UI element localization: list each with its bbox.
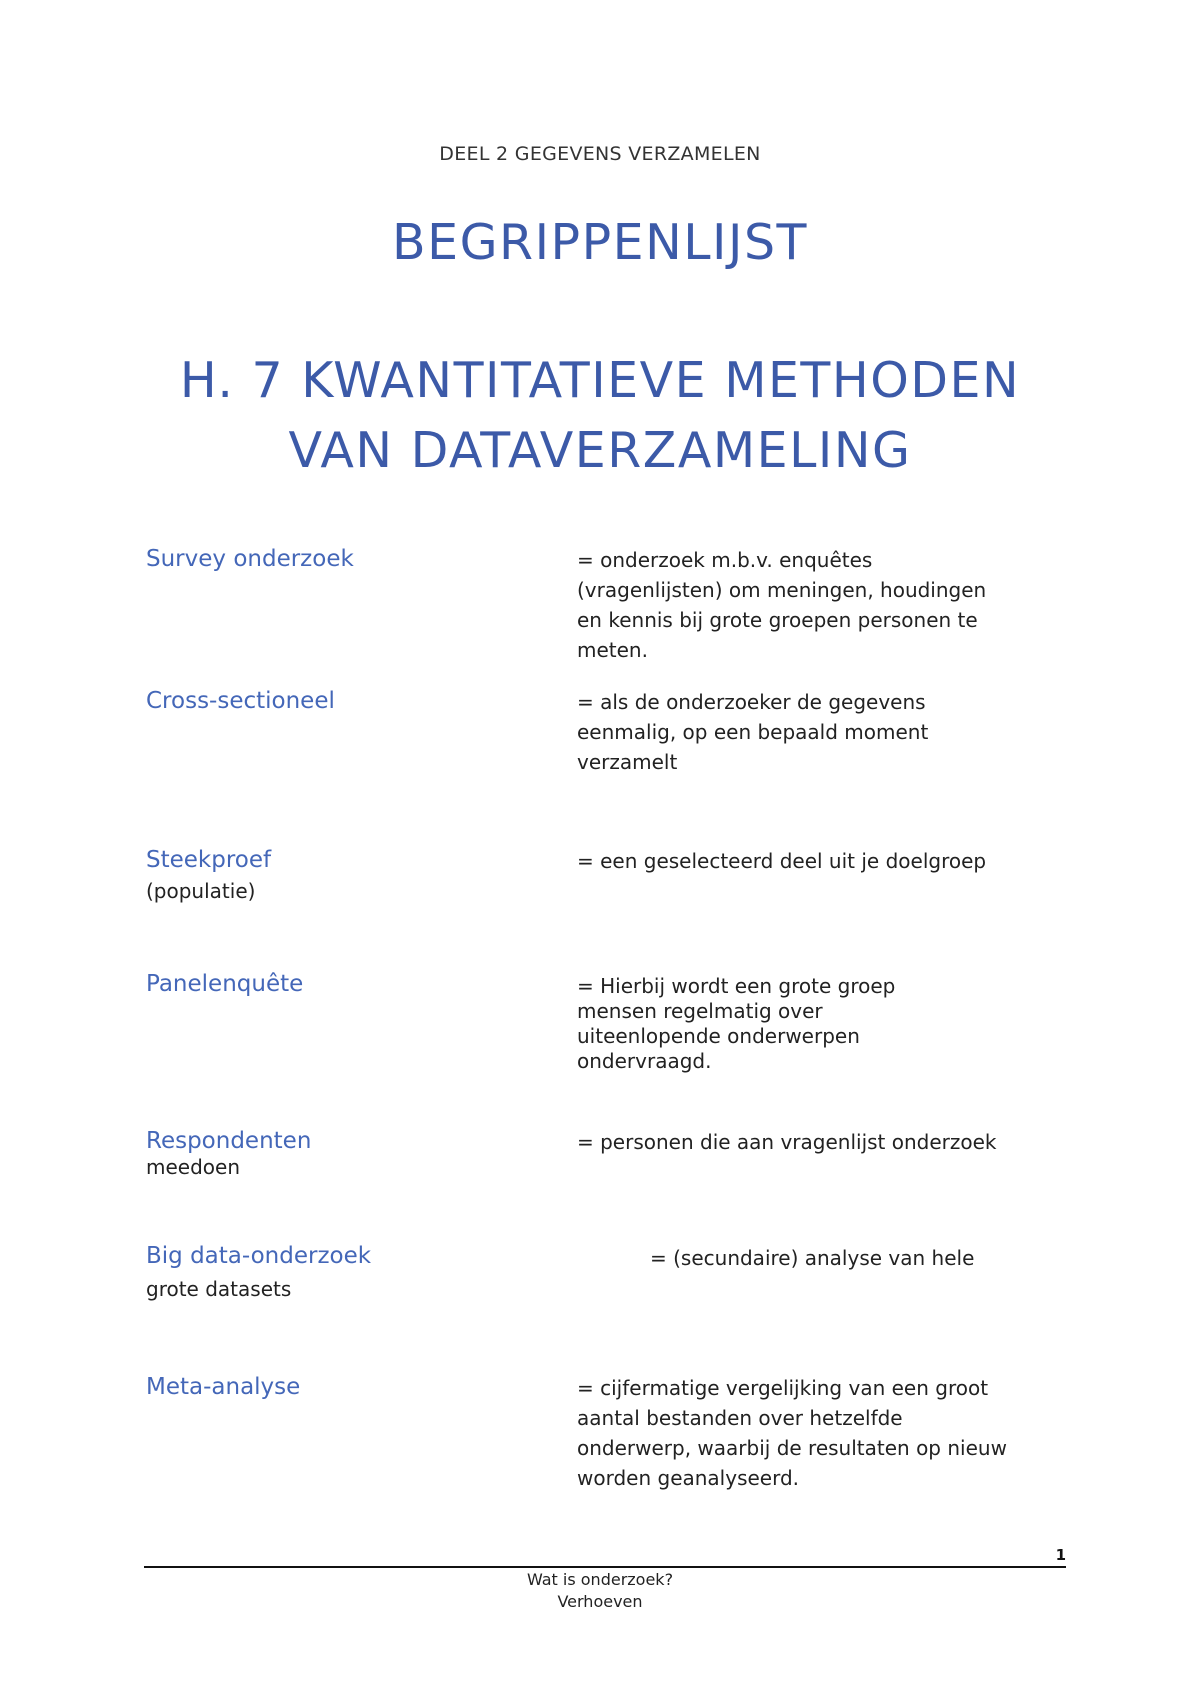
term-steekproef: Steekproef	[146, 847, 272, 873]
definition-big-data-onderzoek: = (secundaire) analyse van hele	[650, 1246, 975, 1270]
part-label: DEEL 2 GEGEVENS VERZAMELEN	[439, 143, 761, 165]
term-meta-analyse: Meta-analyse	[146, 1374, 301, 1400]
definition-meta-analyse: = cijfermatige vergelijking van een groot aantal bestanden over hetzelfde onderwerp, waarbij de resultaten op nieuw worden geanalyseerd.	[577, 1376, 1007, 1490]
term-cross-sectioneel: Cross-sectioneel	[146, 688, 335, 714]
term-panelenquete: Panelenquête	[146, 971, 304, 997]
note-respondenten: meedoen	[146, 1155, 241, 1179]
term-respondenten: Respondenten	[146, 1128, 312, 1154]
definition-survey-onderzoek: = onderzoek m.b.v. enquêtes (vragenlijsten) om meningen, houdingen en kennis bij grote groepen personen te meten.	[577, 548, 987, 662]
note-steekproef: (populatie)	[146, 879, 256, 903]
term-big-data-onderzoek: Big data-onderzoek	[146, 1243, 372, 1269]
page-number: 1	[1055, 1546, 1066, 1564]
term-survey-onderzoek: Survey onderzoek	[146, 546, 354, 572]
footer-author: Verhoeven	[557, 1592, 643, 1611]
definition-steekproef: = een geselecteerd deel uit je doelgroep	[577, 849, 987, 873]
chapter-title	[0, 346, 1200, 486]
definition-cross-sectioneel: = als de onderzoeker de gegevens eenmalig, op een bepaald moment verzamelt	[577, 690, 929, 774]
definition-respondenten: = personen die aan vragenlijst onderzoek	[577, 1130, 997, 1154]
footer-document-title: Wat is onderzoek?	[526, 1570, 674, 1589]
chapter-title-text: H. 7 KWANTITATIEVE METHODEN VAN DATAVERZAMELING	[179, 352, 1021, 479]
definition-panelenquete: = Hierbij wordt een grote groep mensen regelmatig over uiteenlopende onderwerpen ondervraagd.	[577, 974, 896, 1073]
footer-divider	[144, 1566, 1066, 1568]
page-title: BEGRIPPENLIJST	[392, 214, 808, 271]
note-big-data-onderzoek: grote datasets	[146, 1277, 292, 1301]
